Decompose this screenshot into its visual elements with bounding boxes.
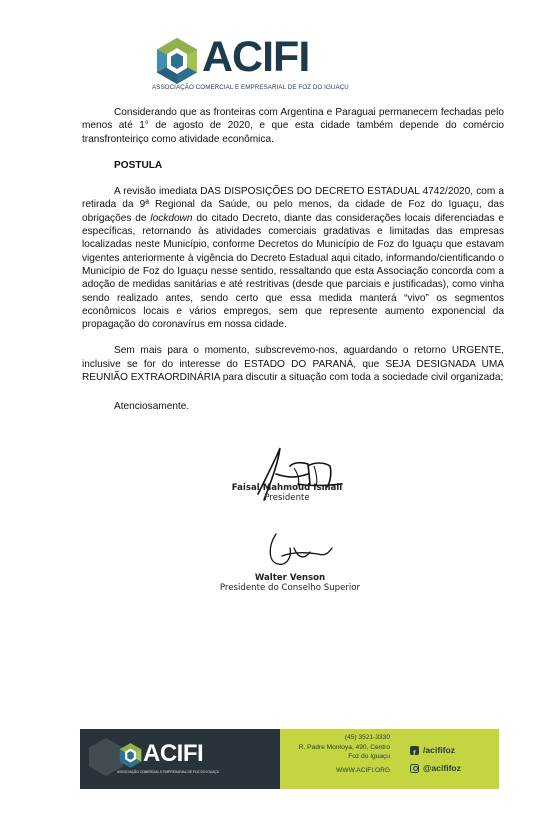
footer-hexagon-logo-icon xyxy=(117,742,144,769)
section-heading: POSTULA xyxy=(114,159,163,171)
footer-phone: (45) 3521-3330 xyxy=(344,734,390,741)
letter-body xyxy=(82,106,504,414)
logo-subtitle: ASSOCIAÇÃO COMERCIAL E EMPRESARIAL DE FOZ DO IGUAÇU xyxy=(152,84,349,91)
signer-name: Walter Venson xyxy=(254,573,326,583)
closing-salutation: Atenciosamente. xyxy=(114,401,190,413)
lockdown-term: lockdown xyxy=(150,212,193,224)
footer-logo-subtitle: ASSOCIAÇÃO COMERCIAL E EMPRESARIAL DE FOZ DO IGUAÇU xyxy=(117,770,220,774)
facebook-link[interactable] xyxy=(410,741,461,759)
footer-left-panel xyxy=(80,729,280,789)
instagram-handle: @acififoz xyxy=(423,763,461,773)
paragraph-postula-start: A revisão imediata DAS DISPOSIÇÕES DO DECRETO ESTADUAL 4742/2020, com a retirada da 9ª Regional da Saúde, ou pelo menos, da cidade de Foz do Iguaçu, das obrigações de xyxy=(82,186,504,224)
logo-wordmark: ACIFI xyxy=(202,33,310,81)
footer-contact xyxy=(286,733,390,775)
header-logo xyxy=(152,33,349,98)
paragraph-closing-request: Sem mais para o momento, subscrevemo-nos, aguardando o retorno URGENTE, inclusive se for do interesse do ESTADO DO PARANÁ, que SEJA DESIGNADA UMA REUNIÃO EXTRAORDINÁRIA para discutir a situação com toda a sociedade civil organizada; xyxy=(82,345,504,384)
facebook-icon xyxy=(410,746,419,755)
footer-address-line1: R. Padre Montoya, 490, Centro xyxy=(298,743,390,751)
signer-role: Presidente do Conselho Superior xyxy=(219,583,361,593)
handwritten-signature-council xyxy=(262,528,342,572)
footer-banner xyxy=(80,729,499,789)
paragraph-postula-end: do citado Decreto, diante das considerações locais diferenciadas e específicas, retornando às atividades comerciais gradativas e limitadas das empresas localizadas neste Município, conforme Decretos do Município de Foz do Iguaçu que estavam vigentes anteriormente à vigência do Decreto Estadual aqui citado, informando/cientificando o Município de Foz do Iguaçu nesse sentido, ressaltando que esta Associação concorda com a adoção de medidas sanitárias e até restritivas (desde que parciais e justificadas), como vinha sendo realizado antes, sendo certo que essa medida manterá “vivo” os segmentos econômicos locais e vários empregos, sem que represente aumento exponencial da propagação do coronavírus em nossa cidade. xyxy=(82,212,505,331)
signer-name: Faisal Mahmoud Ismail xyxy=(231,483,343,493)
footer-address-line2: Foz do Iguaçu xyxy=(348,753,390,761)
paragraph-borders: Considerando que as fronteiras com Argentina e Paraguai permanecem fechadas pelo menos até 1° de agosto de 2020, e que esta cidade também depende do comércio transfronteiriço como atividade econômica. xyxy=(82,107,504,145)
facebook-handle: /acififoz xyxy=(423,745,455,755)
signature-council-president xyxy=(205,573,375,593)
signer-role: Presidente xyxy=(264,493,310,503)
footer-social xyxy=(410,741,461,777)
instagram-icon xyxy=(410,764,419,773)
hexagon-logo-icon xyxy=(152,36,202,86)
signature-president xyxy=(218,483,356,503)
instagram-link[interactable] xyxy=(410,759,461,777)
paragraph-postula xyxy=(82,185,504,331)
footer-logo-wordmark: ACIFI xyxy=(143,740,204,767)
footer-website-link[interactable]: WWW.ACIFI.ORG xyxy=(336,766,390,774)
